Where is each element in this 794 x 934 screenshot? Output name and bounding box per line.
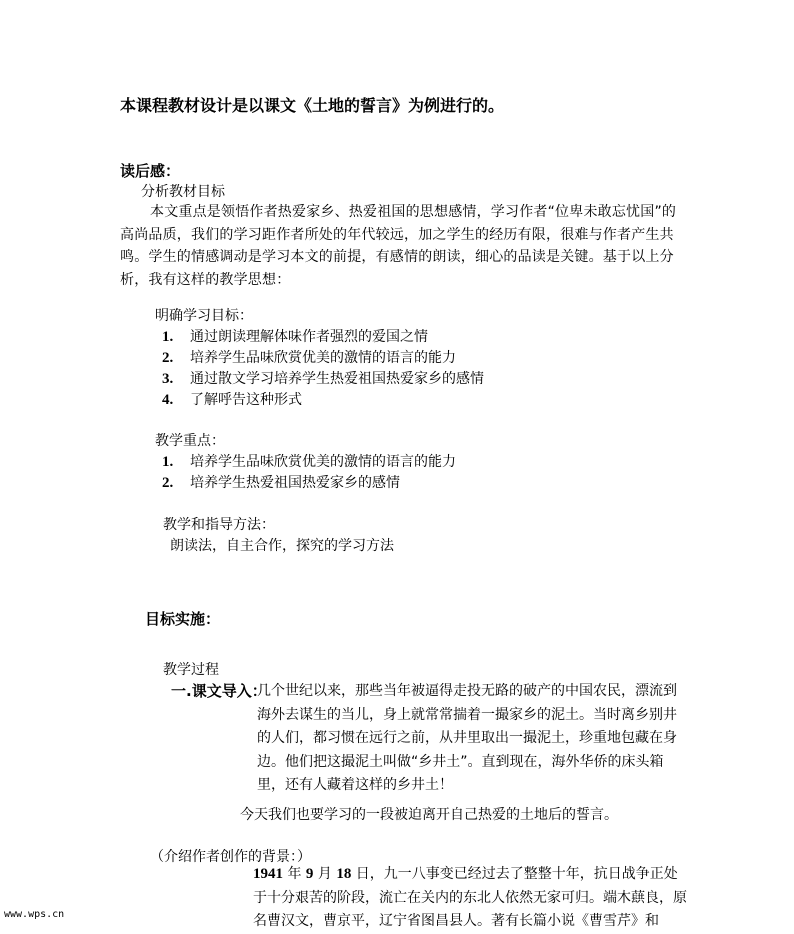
today-line: 今天我们也要学习的一段被迫离开自己热爱的土地后的誓言。 [240, 807, 618, 823]
reflection-paragraph [120, 201, 680, 291]
teaching-methods-text: 朗读法，自主合作，探究的学习方法 [170, 538, 394, 554]
teaching-process-label: 教学过程 [163, 662, 219, 678]
watermark: www.wps.cn [4, 909, 65, 920]
document-title: 本课程教材设计是以课文《土地的誓言》为例进行的。 [120, 96, 505, 115]
intro-text: 几个世纪以来，那些当年被逼得走投无路的破产的中国农民，漂流到海外去谋生的当儿，身上就常常揣着一撮家乡的泥土。当时离乡别井的人们，都习惯在远行之前，从井里取出一撮泥土，珍重地包藏在身边。他们把这撮泥土叫做“乡井土”。直到现在，海外华侨的床头箱里，还有人藏着这样的乡井土！ [257, 683, 677, 793]
implementation-heading: 目标实施： [145, 610, 221, 628]
learning-goal-item: 3. 通过散文学习培养学生热爱祖国热爱家乡的感情 [162, 371, 484, 387]
reflection-heading: 读后感： [120, 162, 181, 180]
teaching-focus-item: 2. 培养学生热爱祖国热爱家乡的感情 [162, 475, 400, 491]
teaching-methods-label: 教学和指导方法： [163, 517, 275, 533]
learning-goal-item: 1. 通过朗读理解体味作者强烈的爱国之情 [162, 329, 428, 345]
teaching-focus-item: 1. 培养学生品味欣赏优美的激情的语言的能力 [162, 454, 456, 470]
teaching-focus-label: 教学重点： [155, 433, 225, 449]
background-text: 1941 年 9 月 18 日，九一八事变已经过去了整整十年，抗日战争正处于十分艰苦的阶段，流亡在关内的东北人依然无家可归。端木蕻良，原名曹汉文，曹京平，辽宁省图昌县人。著有长篇小说《曹雪芹》和 [253, 866, 687, 929]
learning-goal-item: 2. 培养学生品味欣赏优美的激情的语言的能力 [162, 350, 456, 366]
reflection-subheading: 分析教材目标 [141, 184, 225, 200]
background-label: （介绍作者创作的背景：） [150, 849, 311, 865]
learning-goal-item: 4. 了解呼告这种形式 [162, 392, 302, 408]
intro-label: 一.课文导入： [171, 682, 267, 700]
learning-goals-label: 明确学习目标： [155, 308, 253, 324]
reflection-paragraph-text: 本文重点是领悟作者热爱家乡、热爱祖国的思想感情，学习作者“位卑未敢忘忧国”的高尚品质，我们的学习距作者所处的年代较远，加之学生的经历有限，很难与作者产生共鸣。学生的情感调动是学习本文的前提，有感情的朗读，细心的品读是关键。基于以上分析，我有这样的教学思想： [120, 204, 677, 288]
